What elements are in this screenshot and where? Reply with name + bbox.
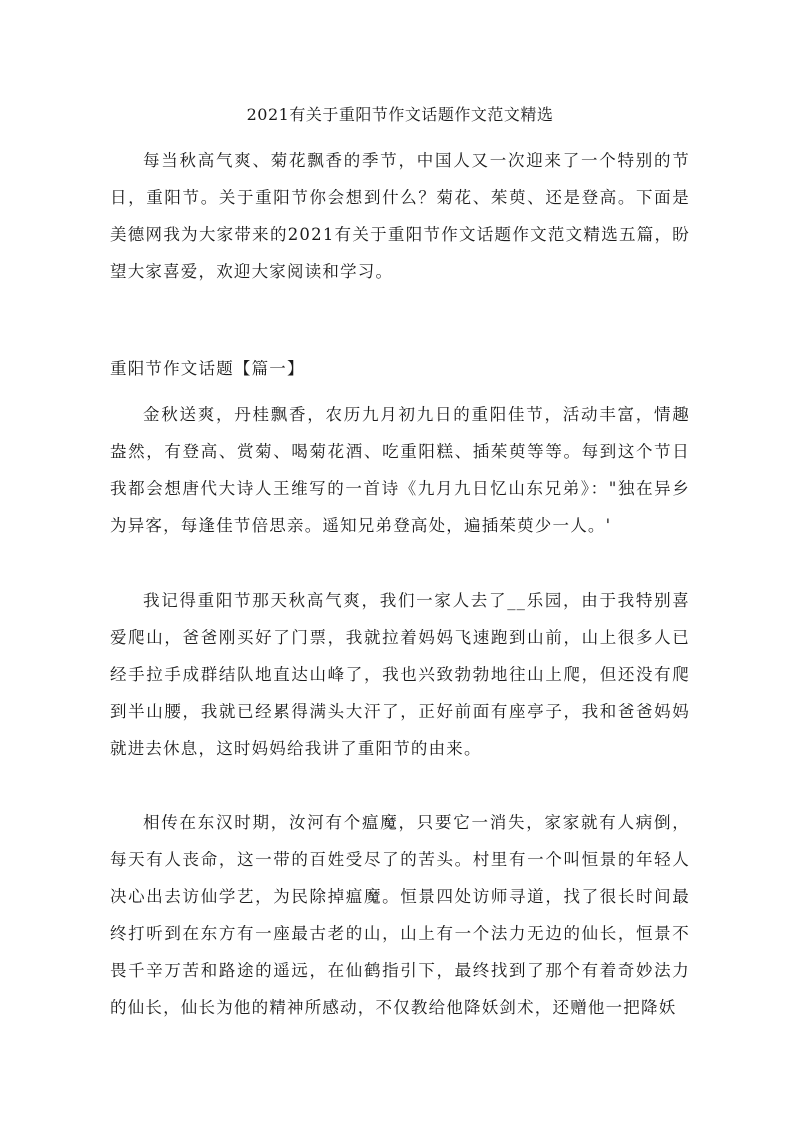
intro-paragraph: 每当秋高气爽、菊花飘香的季节，中国人又一次迎来了一个特别的节日，重阳节。关于重阳节你会想到什么？菊花、茱萸、还是登高。下面是美德网我为大家带来的2021有关于重阳节作文话题作文范文精选五篇，盼望大家喜爱，欢迎大家阅读和学习。 [110, 151, 690, 281]
body-paragraph: 金秋送爽，丹桂飘香，农历九月初九日的重阳佳节，活动丰富，情趣盎然，有登高、赏菊、喝菊花酒、吃重阳糕、插茱萸等等。每到这个节日我都会想唐代大诗人王维写的一首诗《九月九日忆山东兄弟》："独在异乡为异客，每逢佳节倍思亲。遥知兄弟登高处，遍插茱萸少一人。' [110, 405, 690, 535]
body-paragraph: 我记得重阳节那天秋高气爽，我们一家人去了__乐园，由于我特别喜爱爬山，爸爸刚买好了门票，我就拉着妈妈飞速跑到山前，山上很多人已经手拉手成群结队地直达山峰了，我也兴致勃勃地往山上爬，但还没有爬到半山腰，我就已经累得满头大汗了，正好前面有座亭子，我和爸爸妈妈就进去休息，这时妈妈给我讲了重阳节的由来。 [110, 591, 690, 758]
document-title: 2021有关于重阳节作文话题作文范文精选 [246, 105, 554, 124]
body-paragraph: 相传在东汉时期，汝河有个瘟魔，只要它一消失，家家就有人病倒，每天有人丧命，这一带的百姓受尽了的苦头。村里有一个叫恒景的年轻人决心出去访仙学艺，为民除掉瘟魔。恒景四处访师寻道，找了很长时间最终打听到在东方有一座最古老的山，山上有一个法力无边的仙长，恒景不畏千辛万苦和路途的遥远，在仙鹤指引下，最终找到了那个有着奇妙法力的仙长，仙长为他的精神所感动，不仅教给他降妖剑术，还赠他一把降妖 [110, 813, 690, 1017]
section-heading: 重阳节作文话题【篇一】 [110, 359, 305, 378]
document-page [110, 0, 690, 1132]
